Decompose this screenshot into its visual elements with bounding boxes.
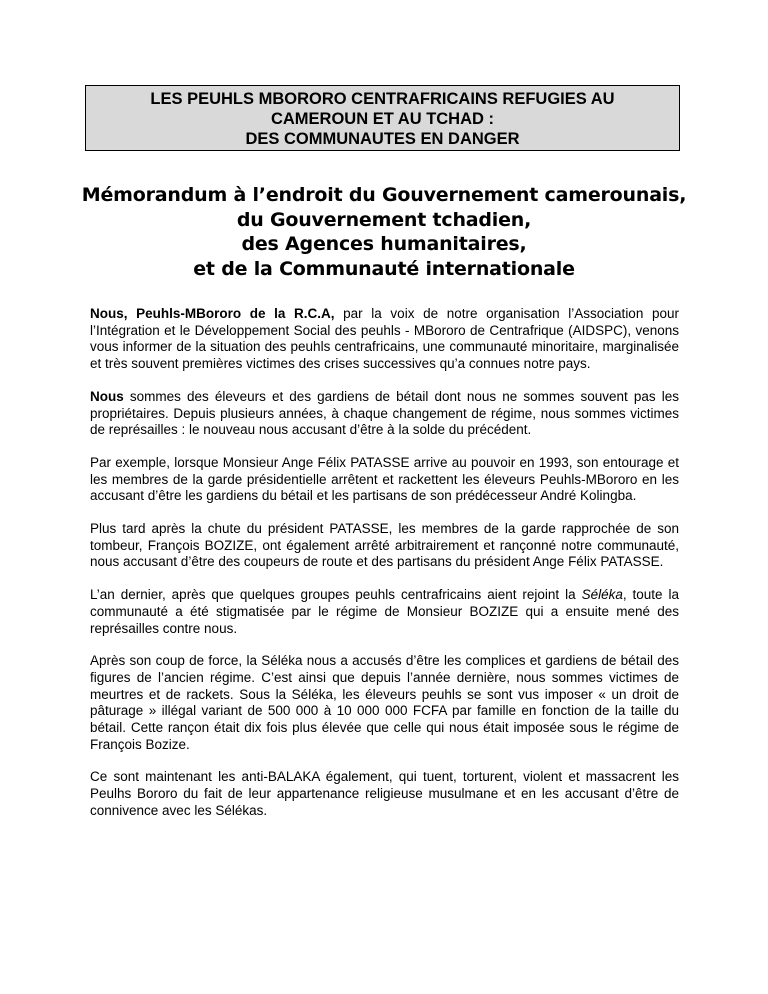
paragraph-5-italic: Séléka xyxy=(581,587,623,603)
memo-line-3: des Agences humanitaires, xyxy=(241,233,527,255)
paragraph-2 xyxy=(90,389,679,439)
paragraph-2-lead: Nous xyxy=(90,388,124,404)
memo-line-2: du Gouvernement tchadien, xyxy=(236,208,532,231)
paragraph-5-text-a: L’an dernier, après que quelques groupes peuhls centrafricains aient rejoint la xyxy=(90,587,582,603)
memo-line-4: et de la Communauté internationale xyxy=(193,257,575,280)
title-box xyxy=(85,85,680,151)
memorandum-heading xyxy=(60,183,708,281)
paragraph-3: Par exemple, lorsque Monsieur Ange Félix PATASSE arrive au pouvoir en 1993, son entourage et les membres de la garde présidentielle arrêtent et rackettent les éleveurs Peuhls-MBororo en les accusant d’être les gardiens du bétail et les partisans de son prédécesseur André Kolingba. xyxy=(90,454,679,504)
paragraph-1 xyxy=(90,306,679,373)
title-line-2: CAMEROUN ET AU TCHAD : xyxy=(270,110,495,128)
paragraph-1-text: par la voix de notre organisation l’Association pour l’Intégration et le Développement Social des peuhls - MBororo de Centrafrique (AIDSPC), venons vous informer de la situation des peuhls centrafricains, une communauté minoritaire, marginalisée et très souvent premières victimes des crises successives qu’a connues notre pays. xyxy=(90,306,679,372)
title-line-3: DES COMMUNAUTES EN DANGER xyxy=(245,130,520,148)
memo-line-1: Mémorandum à l’endroit du Gouvernement camerounais, xyxy=(81,184,687,206)
paragraph-2-text: sommes des éleveurs et des gardiens de bétail dont nous ne sommes souvent pas les propriétaires. Depuis plusieurs années, à chaque changement de régime, nous sommes victimes de représailles : le nouveau nous accusant d’être à la solde du précédent. xyxy=(90,388,679,438)
title-line-1: LES PEUHLS MBORORO CENTRAFRICAINS REFUGIES AU xyxy=(150,90,615,108)
paragraph-5 xyxy=(90,587,679,637)
paragraph-6: Après son coup de force, la Séléka nous a accusés d’être les complices et gardiens de bétail des figures de l’ancien régime. C’est ainsi que depuis l’année dernière, nous sommes victimes de meurtres et de rackets. Sous la Séléka, les éleveurs peuhls se sont vus imposer « un droit de pâturage » illégal variant de 500 000 à 10 000 000 FCFA par famille en fonction de la taille du bétail. Cette rançon était dix fois plus élevée que celle qui nous était imposée sous le régime de François Bozize. xyxy=(90,653,679,752)
paragraph-4: Plus tard après la chute du président PATASSE, les membres de la garde rapprochée de son tombeur, François BOZIZE, ont également arrêté arbitrairement et rançonné notre communauté, nous accusant d’être des coupeurs de route et des partisans du président Ange Félix PATASSE. xyxy=(90,521,679,570)
paragraph-5-text-b: , toute la communauté a été stigmatisée par le régime de Monsieur BOZIZE qui a ensuite mené des représailles contre nous. xyxy=(90,587,679,636)
body-text xyxy=(90,306,679,836)
paragraph-7: Ce sont maintenant les anti-BALAKA également, qui tuent, torturent, violent et massacrent les Peulhs Bororo du fait de leur appartenance religieuse musulmane et en les accusant d’être de connivence avec les Sélékas. xyxy=(90,769,679,818)
paragraph-1-lead: Nous, Peuhls-MBororo de la R.C.A, xyxy=(90,306,335,321)
